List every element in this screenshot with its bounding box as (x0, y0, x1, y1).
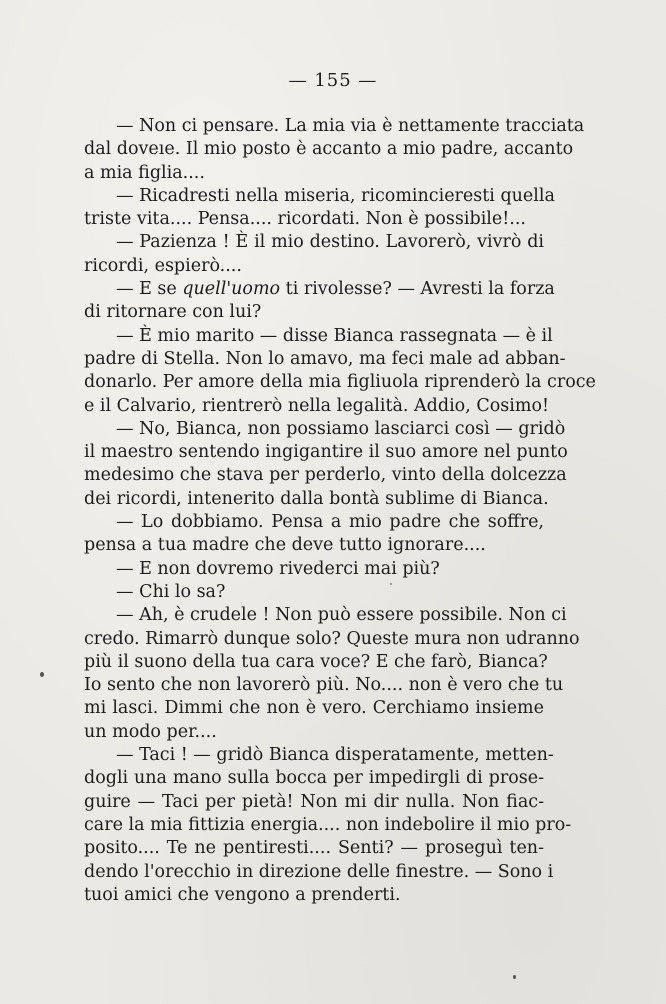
text-line: e il Calvario, rientrerò nella legalità. Addio, Cosimo! (84, 395, 550, 416)
text-line: — E non dovremo rivederci mai più? (116, 558, 440, 579)
text-line: il maestro sentendo ingigantire il suo amore nel punto (84, 442, 568, 463)
text-line: — È mio marito — disse Bianca rassegnata — è il (116, 325, 553, 346)
text-line: — Chi lo sa? (116, 581, 226, 602)
text-line: medesimo che stava per perderlo, vinto della dolcezza (84, 465, 567, 486)
paper-speck (390, 583, 392, 585)
text-line: — Taci ! — gridò Bianca disperatamente, metten- (116, 745, 554, 766)
text-line: — Lo dobbiamo. Pensa a mio padre che soffre, (116, 512, 544, 533)
text-line: dei ricordi, intenerito dalla bontà sublime di Bianca. (84, 488, 549, 509)
text-line: — Non ci pensare. La mia via è nettamente tracciata (116, 116, 585, 136)
text-line: donarlo. Per amore della mia figliuola riprenderò la croce (84, 372, 596, 393)
text-line: padre di Stella. Non lo amavo, ma feci male ad abban- (84, 348, 566, 369)
text-line: dendo l'orecchio in direzione delle finestre. — Sono i (84, 861, 554, 882)
text-line: più il suono della tua cara voce? E che farò, Bianca? (84, 651, 548, 672)
body-text (84, 115, 596, 907)
text-line: — Ricadresti nella miseria, ricomincieresti quella (116, 185, 555, 206)
text-line: care la mia fittizia energia.... non indebolire il mio pro- (84, 814, 572, 835)
text-line: di ritornare con lui? (84, 302, 262, 323)
text-line: pensa a tua madre che deve tutto ignorare.... (84, 535, 486, 556)
text-line: dal doveıe. Il mio posto è accanto a mio padre, accanto (84, 139, 574, 160)
text-line: triste vita.... Pensa.... ricordati. Non è possibile!... (84, 209, 526, 230)
paper-speck (40, 672, 44, 677)
text-line: a mia figlia.... (84, 162, 205, 183)
text-line: mi lasci. Dimmi che non è vero. Cerchiamo insieme (84, 698, 544, 719)
text-line: — Ah, è crudele ! Non può essere possibile. Non ci (116, 605, 567, 626)
text-line: — No, Bianca, non possiamo lasciarci così — gridò (116, 418, 566, 439)
page-number: — 155 — (288, 70, 378, 91)
text-line: posito.... Te ne pentiresti.... Senti? — proseguì ten- (84, 838, 544, 859)
text-line: guire — Taci per pietà! Non mi dir nulla. Non fiac- (84, 791, 544, 812)
text-line: ricordi, espierò.... (84, 255, 242, 276)
text-line: tuoi amici che vengono a prenderti. (84, 884, 401, 905)
text-line: un modo per.... (84, 721, 217, 742)
text-line: dogli una mano sulla bocca per impedirgli di prose- (84, 768, 544, 789)
emphasis: quell'uomo (182, 279, 281, 300)
paper-speck (513, 975, 516, 979)
text-line: — E se quell'uomo ti rivolesse? — Avresti la forza (116, 279, 555, 300)
text-line: — Pazienza ! È il mio destino. Lavorerò, vivrò di (116, 232, 544, 253)
text-line: Io sento che non lavorerò più. No.... non è vero che tu (84, 675, 564, 696)
text-line: credo. Rimarrò dunque solo? Queste mura non udranno (84, 628, 580, 649)
